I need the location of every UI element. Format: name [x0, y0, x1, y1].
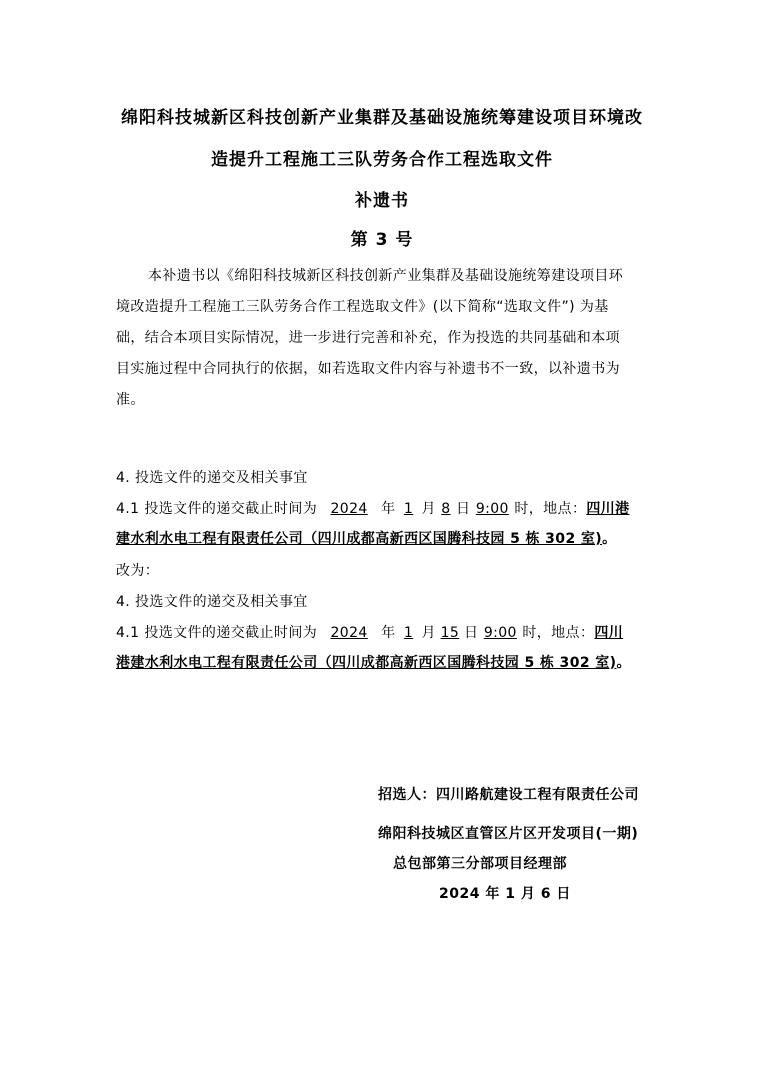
original-place-part2: 建水利水电工程有限责任公司（四川成都高新西区国腾科技园 5 栋 302 室) — [116, 531, 603, 547]
revised-place-part2: 港建水利水电工程有限责任公司（四川成都高新西区国腾科技园 5 栋 302 室) — [116, 655, 617, 671]
original-day: 8 — [441, 501, 451, 517]
original-end: 。 — [602, 531, 617, 547]
revised-deadline-line — [116, 622, 623, 642]
revised-deadline-prefix: 4.1 投选文件的递交截止时间为 — [116, 625, 318, 641]
intro-line-4: 目实施过程中合同执行的依据，如若选取文件内容与补遗书不一致，以补遗书为 — [116, 361, 620, 377]
revised-month: 1 — [403, 625, 414, 641]
revised-time: 9:00 — [483, 625, 517, 641]
revised-place-part1: 四川 — [594, 625, 624, 641]
revised-time-suffix: 时，地点： — [522, 625, 595, 641]
issuer-name: 招选人：四川路航建设工程有限责任公司 — [378, 787, 639, 803]
issuing-dept-line2: 总包部第三分部项目经理部 — [393, 856, 567, 872]
revised-day-unit: 日 — [463, 625, 479, 641]
revised-year-unit: 年 — [381, 625, 396, 641]
original-place-line — [116, 528, 616, 548]
revised-year: 2024 — [330, 625, 368, 641]
original-month-unit: 月 — [421, 501, 436, 517]
intro-line-2: 境改造提升工程施工三队劳务合作工程选取文件》(以下简称“选取文件”) 为基 — [116, 299, 609, 315]
change-label: 改为： — [116, 563, 160, 579]
revised-heading: 4. 投选文件的递交及相关事宜 — [116, 594, 308, 610]
document-subtitle: 补遗书 — [355, 191, 409, 211]
original-day-unit: 日 — [455, 501, 471, 517]
revised-end: 。 — [616, 655, 631, 671]
original-time-suffix: 时，地点： — [514, 501, 587, 517]
original-deadline-prefix: 4.1 投选文件的递交截止时间为 — [116, 501, 318, 517]
intro-line-3: 础，结合本项目实际情况，进一步进行完善和补充，作为投选的共同基础和本项 — [116, 330, 620, 346]
document-title-line1: 绵阳科技城新区科技创新产业集群及基础设施统筹建设项目环境改 — [121, 108, 643, 128]
revised-place-line — [116, 652, 631, 672]
intro-line-1: 本补遗书以《绵阳科技城新区科技创新产业集群及基础设施统筹建设项目环 — [148, 268, 624, 284]
document-title-line2: 造提升工程施工三队劳务合作工程选取文件 — [211, 150, 553, 170]
intro-line-5: 准。 — [116, 392, 145, 408]
original-month: 1 — [403, 501, 414, 517]
addendum-number: 第 3 号 — [350, 230, 414, 250]
original-place-part1: 四川港 — [586, 501, 630, 517]
issue-date: 2024 年 1 月 6 日 — [439, 886, 571, 902]
revised-day: 15 — [440, 625, 460, 641]
original-time: 9:00 — [475, 501, 509, 517]
original-year: 2024 — [330, 501, 368, 517]
original-year-unit: 年 — [381, 501, 396, 517]
original-deadline-line — [116, 498, 630, 518]
original-heading: 4. 投选文件的递交及相关事宜 — [116, 470, 308, 486]
revised-month-unit: 月 — [421, 625, 436, 641]
issuing-dept-line1: 绵阳科技城区直管区片区开发项目(一期) — [378, 826, 639, 842]
